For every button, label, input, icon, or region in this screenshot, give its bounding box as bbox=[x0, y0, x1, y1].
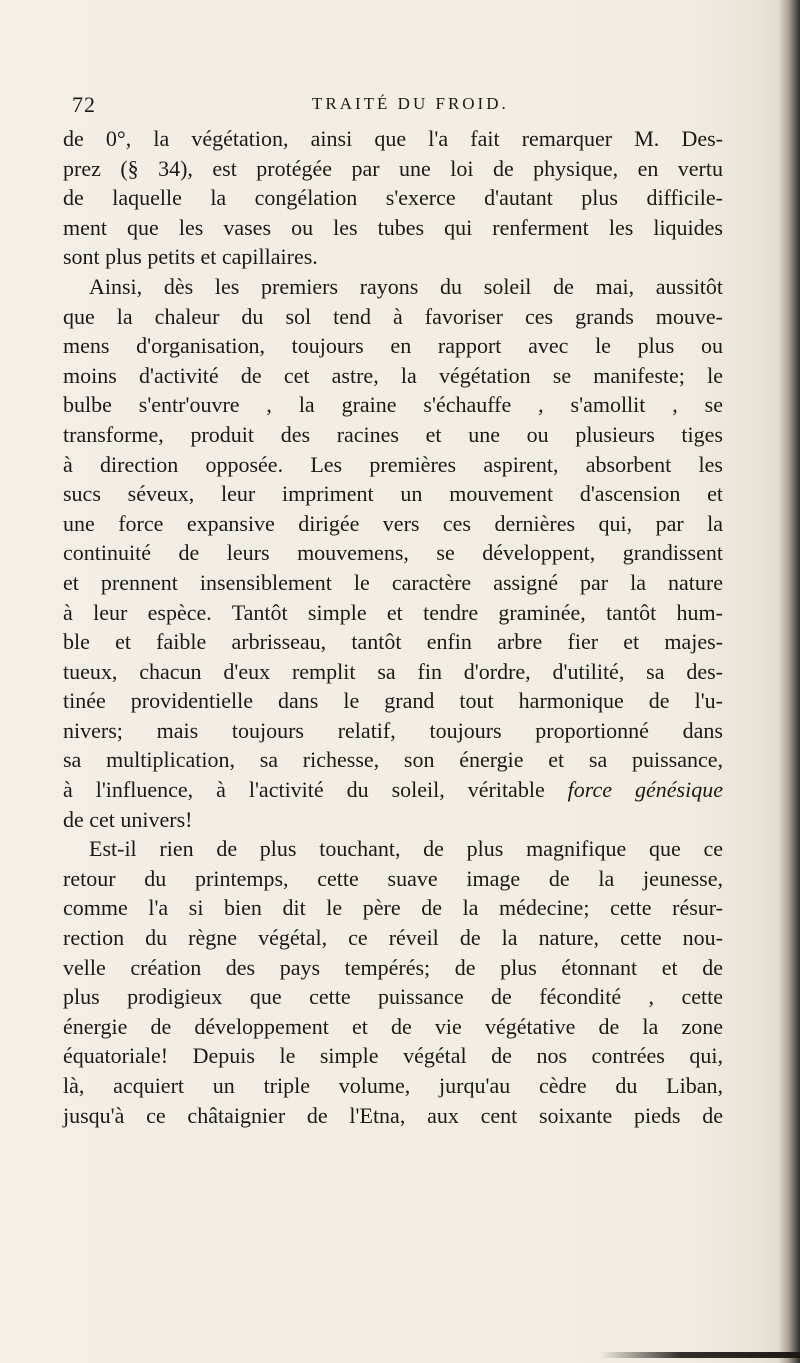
text-line: là, acquiert un triple volume, jurqu'au cèdre du Liban, bbox=[63, 1073, 723, 1098]
text-line: que la chaleur du sol tend à favoriser ces grands mouve- bbox=[63, 303, 723, 329]
text-line: nivers; mais toujours relatif, toujours proportionné dans bbox=[63, 717, 723, 743]
page-number: 72 bbox=[72, 92, 96, 117]
text-line: Ainsi, dès les premiers rayons du soleil de mai, aussitôt bbox=[89, 273, 723, 299]
text-line: ment que les vases ou les tubes qui renferment les liquides bbox=[63, 214, 723, 240]
text-line: jusqu'à ce châtaignier de l'Etna, aux cent soixante pieds de bbox=[63, 1102, 723, 1128]
text-line: bulbe s'entr'ouvre , la graine s'échauffe , s'amollit , se bbox=[63, 392, 723, 418]
text-line: une force expansive dirigée vers ces dernières qui, par la bbox=[63, 510, 723, 536]
binding-shadow bbox=[778, 0, 800, 1363]
text-line: de cet univers! bbox=[63, 806, 193, 832]
text-line: de 0°, la végétation, ainsi que l'a fait remarquer M. Des- bbox=[63, 126, 723, 151]
text-line: et prennent insensiblement le caractère assigné par la nature bbox=[63, 569, 723, 595]
body-text bbox=[63, 124, 723, 1130]
text-line: à leur espèce. Tantôt simple et tendre graminée, tantôt hum- bbox=[63, 599, 723, 625]
italic-phrase: force génésique bbox=[567, 777, 723, 803]
text-line: continuité de leurs mouvemens, se développent, grandissent bbox=[63, 540, 723, 566]
text-line: mens d'organisation, toujours en rapport avec le plus ou bbox=[63, 333, 723, 359]
running-title: TRAITÉ DU FROID. bbox=[312, 94, 509, 113]
text-line: prez (§ 34), est protégée par une loi de physique, en vertu bbox=[63, 155, 723, 181]
text-line: équatoriale! Depuis le simple végétal de nos contrées qui, bbox=[63, 1043, 723, 1069]
bottom-edge-rule bbox=[600, 1352, 800, 1358]
text-line: tueux, chacun d'eux remplit sa fin d'ordre, d'utilité, sa des- bbox=[63, 658, 723, 684]
text-line: ble et faible arbrisseau, tantôt enfin arbre fier et majes- bbox=[63, 629, 723, 655]
text-line: sont plus petits et capillaires. bbox=[63, 244, 318, 270]
text-line: moins d'activité de cet astre, la végétation se manifeste; le bbox=[63, 362, 723, 388]
text-line: retour du printemps, cette suave image de la jeunesse, bbox=[63, 865, 723, 891]
text-line-with-italic bbox=[63, 775, 723, 805]
text-line: de laquelle la congélation s'exerce d'autant plus difficile- bbox=[63, 185, 723, 211]
text-line: transforme, produit des racines et une ou plusieurs tiges bbox=[63, 421, 723, 447]
text-segment: à l'influence, à l'activité du soleil, véritable bbox=[63, 777, 545, 803]
text-line: Est-il rien de plus touchant, de plus magnifique que ce bbox=[89, 836, 723, 862]
text-line: énergie de développement et de vie végétative de la zone bbox=[63, 1013, 723, 1039]
text-line: velle création des pays tempérés; de plus étonnant et de bbox=[63, 954, 723, 980]
text-line: sucs séveux, leur impriment un mouvement d'ascension et bbox=[63, 481, 723, 507]
text-line: plus prodigieux que cette puissance de fécondité , cette bbox=[63, 984, 723, 1010]
running-head bbox=[72, 92, 672, 118]
text-line: tinée providentielle dans le grand tout harmonique de l'u- bbox=[63, 688, 723, 714]
text-line: comme l'a si bien dit le père de la médecine; cette résur- bbox=[63, 895, 723, 921]
text-line: rection du règne végétal, ce réveil de la nature, cette nou- bbox=[63, 925, 723, 951]
text-line: sa multiplication, sa richesse, son énergie et sa puissance, bbox=[63, 747, 723, 773]
text-line: à direction opposée. Les premières aspirent, absorbent les bbox=[63, 451, 723, 477]
